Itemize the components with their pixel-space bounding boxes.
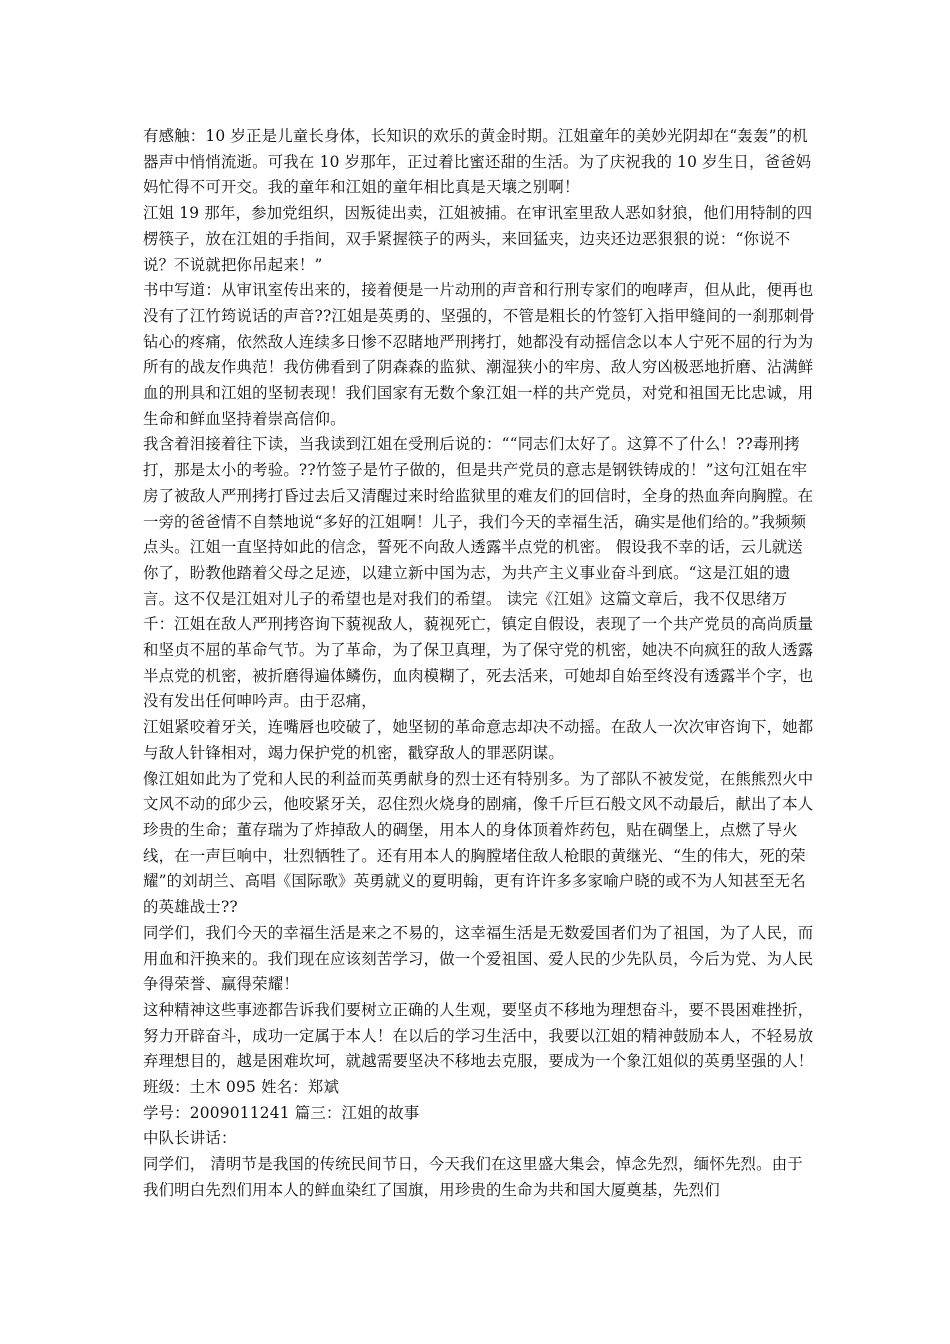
paragraph-6: 像江姐如此为了党和人民的利益而英勇献身的烈士还有特别多。为了部队不被发觉，在熊熊烈火中文风不动的邱少云，他咬紧牙关，忍住烈火烧身的剧痛，像千斤巨石般文风不动最后，献出了本人珍贵的生命；董存瑞为了炸掉敌人的碉堡，用本人的身体顶着炸药包，贴在碉堡上，点燃了导火线，在一声巨响中，壮烈牺牲了。还有用本人的胸膛堵住敌人枪眼的黄继光、“生的伟大，死的荣耀”的刘胡兰、高唱《国际歌》英勇就义的夏明翰，更有许许多多家喻户晓的或不为人知甚至无名的英雄战士??: [143, 769, 814, 917]
class-name-line: 班级：土木 095 姓名：郑斌: [143, 1078, 340, 1097]
paragraph-7: 同学们，我们今天的幸福生活是来之不易的，这幸福生活是无数爱国者们为了祖国，为了人民，而用血和汗换来的。我们现在应该刻苦学习，做一个爱祖国、爱人民的少先队员，今后为党、为人民争得荣誉、赢得荣耀！: [143, 923, 814, 994]
paragraph-2: 江姐 19 那年，参加党组织，因叛徒出卖，江姐被捕。在审讯室里敌人恶如豺狼，他们用特制的四楞筷子，放在江姐的手指间，双手紧握筷子的两头，来回猛夹，边夹还边恶狠狠的说：“你说不说？不说就把你吊起来！”: [143, 204, 813, 274]
speaker-heading: 中队长讲话：: [143, 1129, 237, 1148]
paragraph-4: 我含着泪接着往下读，当我读到江姐在受刑后说的：““同志们太好了。这算不了什么！??毒刑拷打，那是太小的考验。??竹签子是竹子做的，但是共产党员的意志是钢铁铸成的！”这句江姐在牢房了被敌人严刑拷打昏过去后又清醒过来时给监狱里的难友们的回信时，全身的热血奔向胸膛。在一旁的爸爸情不自禁地说“多好的江姐啊！儿子，我们今天的幸福生活，确实是他们给的。”我频频点头。江姐一直坚持如此的信念，誓死不向敌人透露半点党的机密。 假设我不幸的话，云儿就送你了，盼教他踏着父母之足迹，以建立新中国为志，为共产主义事业奋斗到底。“这是江姐的遗言。这不仅是江姐对儿子的希望也是对我们的希望。 读完《江姐》这篇文章后，我不仅思绪万千：江姐在敌人严刑拷咨询下藐视敌人，藐视死亡，镇定自假设，表现了一个共产党员的高尚质量和坚贞不屈的革命气节。为了革命，为了保卫真理，为了保守党的机密，她决不向疯狂的敌人透露半点党的机密，被折磨得遍体鳞伤，血肉模糊了，死去活来，可她却自始至终没有透露半个字，也没有发出任何呻吟声。由于忍痛，: [143, 435, 814, 711]
document-page: [143, 124, 818, 1204]
paragraph-8: 这种精神这些事迹都告诉我们要树立正确的人生观，要坚贞不移地为理想奋斗，要不畏困难挫折，努力开辟奋斗，成功一定属于本人！在以后的学习生活中，我要以江姐的精神鼓励本人，不轻易放弃理想目的，越是困难坎坷，就越需要坚决不移地去克服，要成为一个象江姐似的英勇坚强的人！: [143, 1000, 814, 1071]
student-id-line: 学号：2009011241 篇三：江姐的故事: [143, 1103, 420, 1122]
paragraph-1: 有感触：10 岁正是儿童长身体，长知识的欢乐的黄金时期。江姐童年的美妙光阴却在“轰轰”的机器声中悄悄流逝。可我在 10 岁那年，正过着比蜜还甜的生活。为了庆祝我的 10 岁生日，爸爸妈妈忙得不可开交。我的童年和江姐的童年相比真是天壤之别啊！: [143, 127, 812, 197]
paragraph-5: 江姐紧咬着牙关，连嘴唇也咬破了，她坚韧的革命意志却决不动摇。在敌人一次次审咨询下，她都与敌人针锋相对，竭力保护党的机密，戳穿敌人的罪恶阴谋。: [143, 718, 814, 762]
paragraph-3: 书中写道：从审讯室传出来的，接着便是一片动刑的声音和行刑专家们的咆哮声，但从此，便再也没有了江竹筠说话的声音??江姐是英勇的、坚强的，不管是粗长的竹签钉入指甲缝间的一刹那刺骨钻心的疼痛，依然敌人连续多日惨不忍睹地严刑拷打，她都没有动摇信念以本人宁死不屈的行为为所有的战友作典范！我仿佛看到了阴森森的监狱、潮湿狭小的牢房、敌人穷凶极恶地折磨、沾满鲜血的刑具和江姐的坚韧表现！我们国家有无数个象江姐一样的共产党员，对党和祖国无比忠诚，用生命和鲜血坚持着崇高信仰。: [143, 281, 815, 428]
speech-paragraph: 同学们， 清明节是我国的传统民间节日，今天我们在这里盛大集会，悼念先烈，缅怀先烈。由于我们明白先烈们用本人的鲜血染红了国旗，用珍贵的生命为共和国大厦奠基，先烈们: [143, 1155, 803, 1199]
